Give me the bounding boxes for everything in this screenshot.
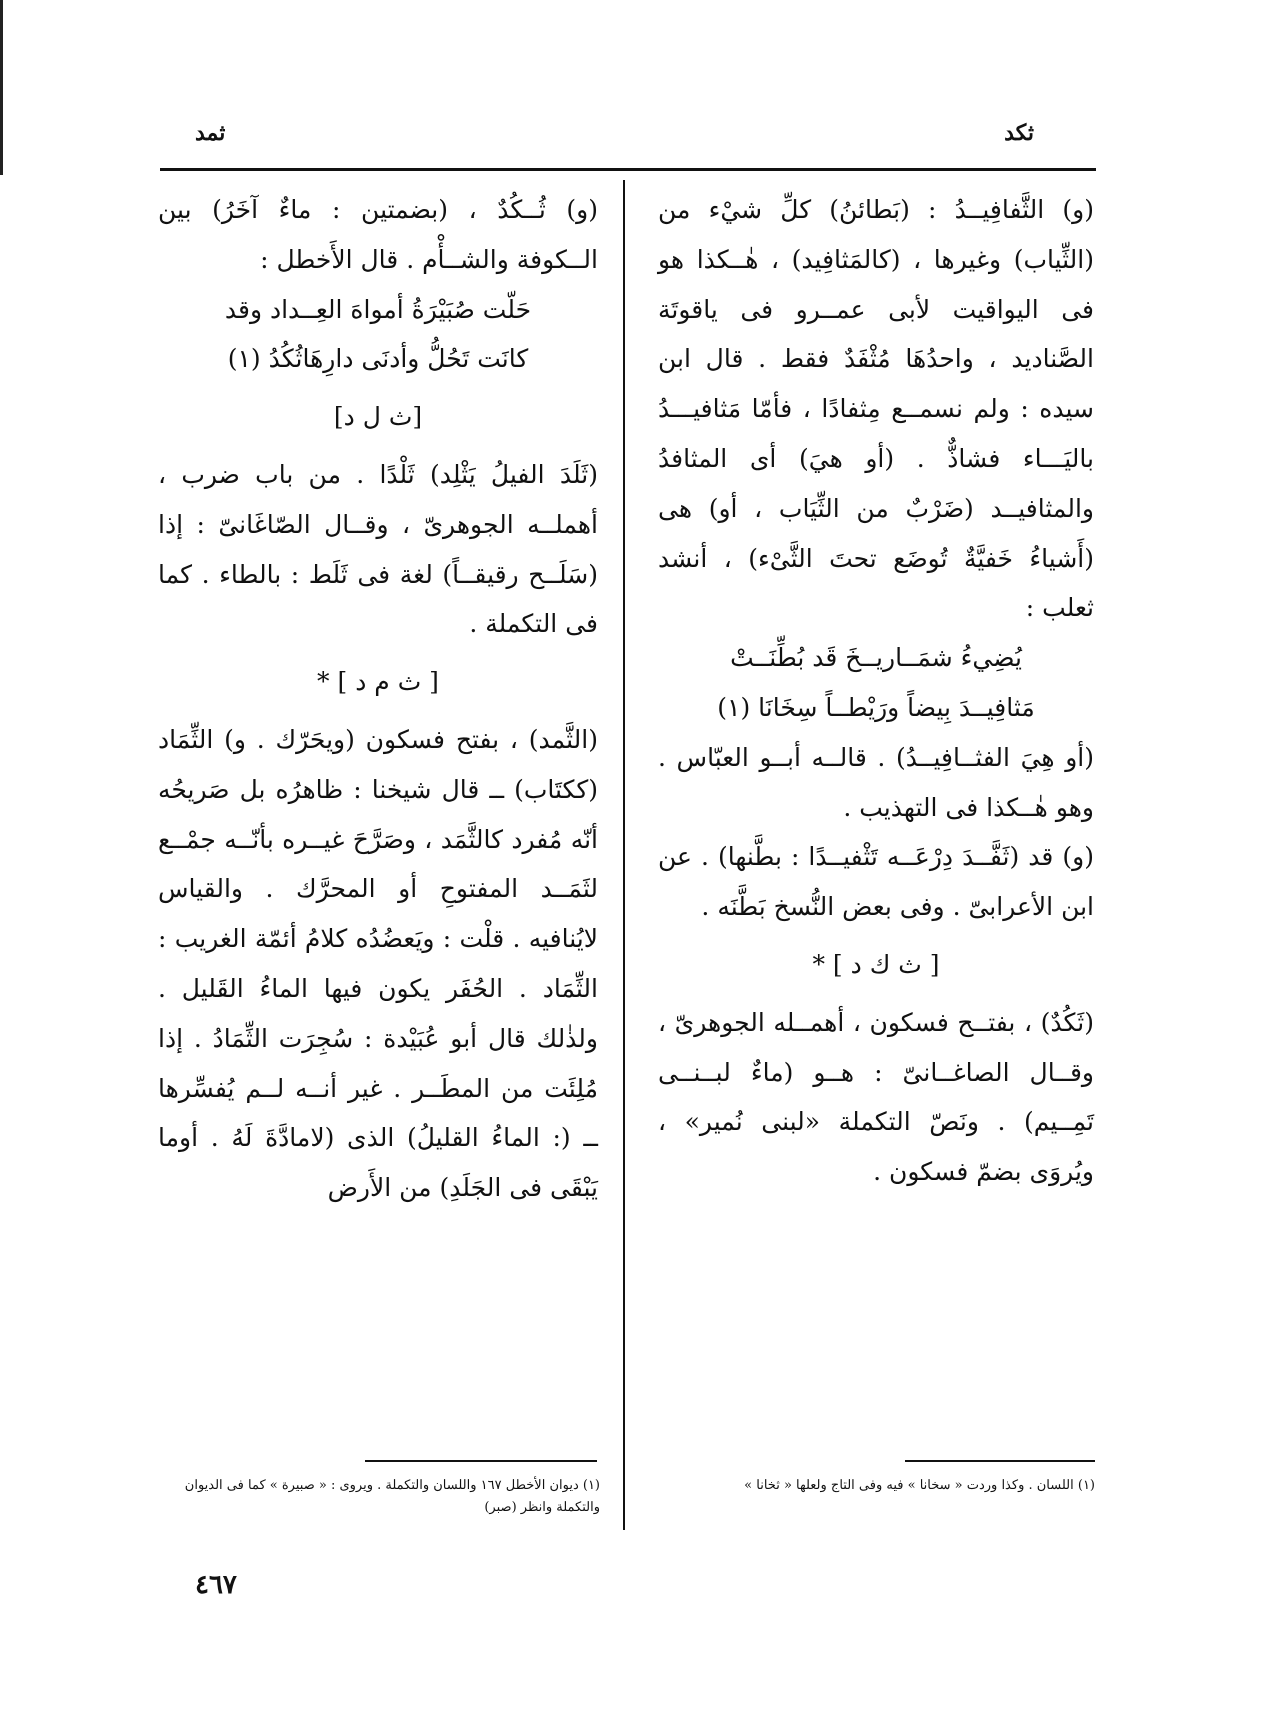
header-rule	[160, 168, 1096, 171]
paragraph: (أو هِيَ الفثــافِيــدُ) . قالــه أبــو العبّاس . وهو هٰــكذا فى التهذيب .	[658, 742, 1094, 822]
page-number: ٤٦٧	[195, 1570, 237, 1600]
verse-line: يُضِيءُ شمَــاريــخَ قَد بُطِّنَــتْ	[730, 643, 1022, 673]
paragraph: (و) ثُــكُدٌ ، (بضمتين : ماءٌ آخَرُ) بين الــكوفة والشــأْم . قال الأَخطل :	[158, 195, 598, 274]
footnote-rule-left	[365, 1460, 597, 1462]
header-right-word: ثكد	[1004, 120, 1034, 146]
left-column	[158, 185, 598, 1213]
header-left-word: ثمد	[195, 120, 226, 146]
paragraph: (و) قد (ثَفَّــدَ دِرْعَــه تَثْفيــدًا : بطَّنها) . عن ابن الأعرابىّ . وفى بعض النُّسخ بَطَّنَه .	[658, 842, 1094, 922]
footnote-left: (١) ديوان الأخطل ١٦٧ واللسان والتكملة . ويروى : « صبيرة » كما فى الديوان والتكملة وانظر (صبر)	[184, 1478, 600, 1515]
paragraph: (و) الثَّفافِيــدُ : (بَطائنُ) كلِّ شيْء من (الثِّياب) وغيرها ، (كالمَثافِيد) ، هٰــكذا هو فى اليواقيت لأبى عمــرو فى ياقوتَة الصَّناديد ، واحدُهَا مُثْفَدٌ فقط . قال ابن سيده : ولم نسمــع مِثفادًا ، فأمّا مَثافيـــدُ باليَـــاء فشاذٌّ . (أو هيَ) أى المثافدُ والمثافيــد (ضَرْبٌ من الثِّيَاب ، أو) هى (أَشياءُ خَفيَّةٌ تُوضَع تحتَ الثَّىْء) ، أنشد ثعلب :	[658, 195, 1094, 623]
paragraph: (الثَّمد) ، بفتح فسكون (ويحَرّك . و) الثِّمَاد (ككتَاب) ــ قال شيخنا : ظاهرُه بل صَريحُه أنّه مُفرد كالثَّمَد ، وصَرَّحَ غيــره بأنّــه جمْــع لثَمَــد المفتوحِ أو المحرَّك . والقياس لايُنافيه . قلْت : ويَعضُدُه كلامُ أئمّة الغريب : الثِّمَاد . الحُفَر يكون فيها الماءُ القَليل . ولذٰلك قال أبو عُبَيْدة : سُجِرَت الثِّمَادُ . إذا مُلِئَت من المطَــر . غير أنــه لــم يُفسِّرها ــ (: الماءُ القليلُ) الذى (لامادَّةَ لَهُ . أوما يَبْقَى فى الجَلَدِ) من الأَرض	[158, 724, 598, 1203]
column-divider	[623, 180, 625, 1530]
entry-heading: [ ث م د ] *	[317, 667, 439, 697]
paragraph: (ثَلَدَ الفيلُ يَثْلِد) ثَلْدًا . من باب ضرب ، أهملــه الجوهرىّ ، وقــال الصّاغَانىّ : إذا (سَلَــح رقيقــاً) لغة فى ثَلَط : بالطاء . كما فى التكملة .	[158, 459, 598, 639]
scan-edge	[0, 0, 3, 175]
right-column	[658, 185, 1094, 1197]
footnote-right: (١) اللسان . وكذا وردت « سخانا » فيه وفى التاج ولعلها « ثخانا »	[744, 1478, 1095, 1493]
paragraph: (ثَكُدٌ) ، بفتــح فسكون ، أهمــله الجوهرىّ ، وقــال الصاغــانىّ : هــو (ماءٌ لبــنــى تَمِــيم) . ونَصّ التكملة «لبنى نُمير» ، ويُروَى بضمّ فسكون .	[658, 1007, 1094, 1187]
verse-line: حَلّت صُبَيْرَةُ أمواهَ العِــداد وقد	[224, 294, 532, 324]
footnote-rule-right	[905, 1460, 1095, 1462]
entry-heading: [ث ل د]	[333, 402, 423, 432]
verse-line: كانَت تَحُلُّ وأدنَى دارِهَاثُكُدُ (١)	[227, 344, 529, 374]
verse-line: مَثافِيــدَ بِيضاً ورَيْطــاً سِخَانَا (١)	[717, 692, 1035, 722]
entry-heading: [ ث ك د ] *	[812, 949, 940, 979]
